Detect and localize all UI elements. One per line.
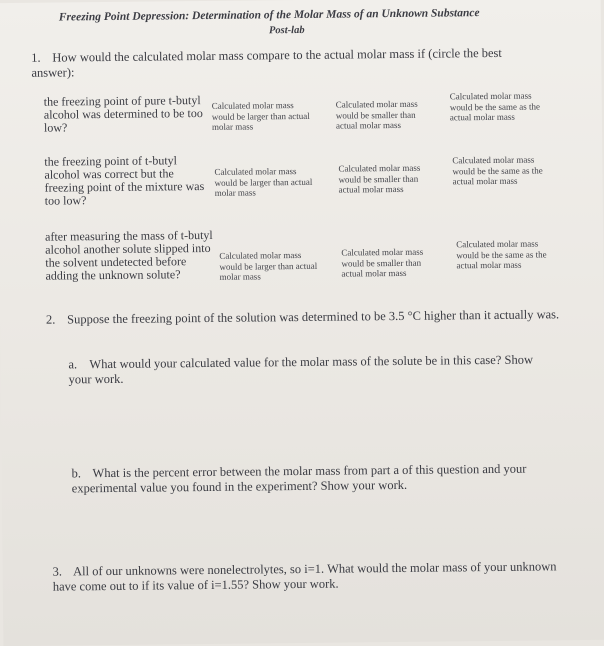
q1-row-1-option-same[interactable]: Calculated molar mass would be the same as the actual molar mass — [449, 90, 541, 123]
q1-row-2-option-smaller[interactable]: Calculated molar mass would be smaller than actual molar mass — [338, 162, 421, 195]
question-3-number: 3. — [52, 564, 63, 579]
question-2b-label: b. — [71, 466, 82, 481]
question-3 — [53, 559, 563, 594]
q1-row-3-condition: after measuring the mass of t-butyl alcohol another solute slipped into the solvent undetected before adding the unknown solute? — [45, 227, 213, 283]
q1-row-3-option-smaller[interactable]: Calculated molar mass would be smaller than actual molar mass — [341, 246, 424, 279]
question-2a-label: a. — [68, 357, 78, 372]
question-2 — [46, 307, 566, 327]
question-2a-text: What would your calculated value for the molar mass of the solute be in this case? Show your work. — [68, 352, 534, 387]
q1-row-2-option-same[interactable]: Calculated molar mass would be the same as the actual molar mass — [452, 154, 543, 187]
question-1-prompt: How would the calculated molar mass compare to the actual molar mass if (circle the best answer): — [31, 45, 502, 80]
q1-row-1-option-larger[interactable]: Calculated molar mass would be larger than actual molar mass — [211, 100, 310, 132]
page-subtitle: Post-lab — [268, 24, 305, 37]
q1-row-2-condition: the freezing point of t-butyl alcohol was correct but the freezing point of the mixture was too low? — [44, 153, 205, 208]
question-2b-text: What is the percent error between the molar mass from part a of this question and your experimental value you found in the experiment? Show your work. — [71, 461, 527, 496]
q1-row-1-condition: the freezing point of pure t-butyl alcohol was determined to be too low? — [43, 93, 203, 135]
q1-row-1-option-smaller[interactable]: Calculated molar mass would be smaller than actual molar mass — [335, 98, 418, 131]
question-2a — [68, 352, 558, 387]
page-title: Freezing Point Depression: Determination of the Molar Mass of an Unknown Substance — [58, 7, 480, 24]
question-2-prompt: Suppose the freezing point of the solution was determined to be 3.5 °C higher than it actually was. — [67, 307, 560, 327]
q1-row-3-option-larger[interactable]: Calculated molar mass would be larger than actual molar mass — [219, 249, 318, 282]
question-1 — [31, 45, 541, 80]
q1-row-2-option-larger[interactable]: Calculated molar mass would be larger than actual molar mass — [214, 166, 313, 198]
question-2b — [72, 461, 562, 496]
question-2-number: 2. — [45, 312, 56, 327]
q1-row-3-option-same[interactable]: Calculated molar mass would be the same as the actual molar mass — [456, 238, 547, 271]
question-3-prompt: All of our unknowns were nonelectrolytes, so i=1. What would the molar mass of your unknown have come out to if its value of i=1.55? Show your work. — [52, 559, 557, 594]
question-1-number: 1. — [31, 50, 41, 65]
